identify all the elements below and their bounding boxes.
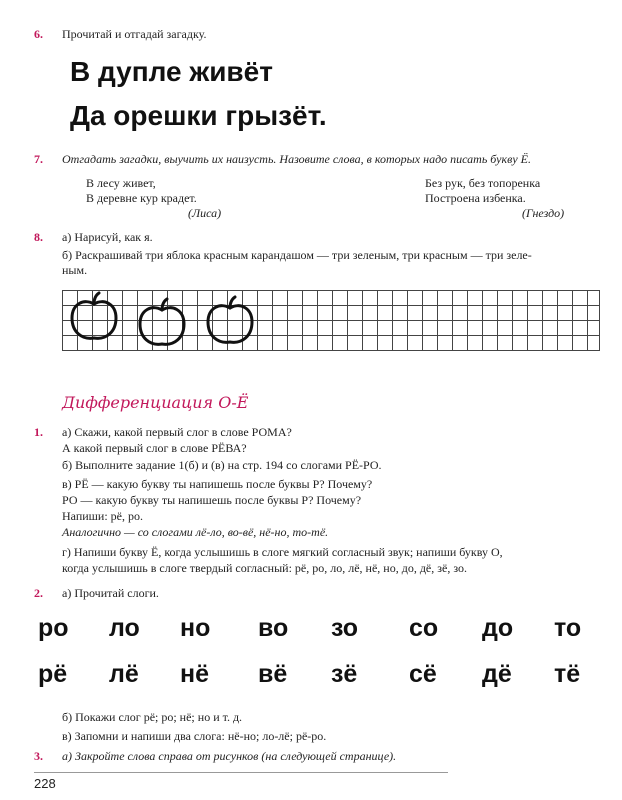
riddle-right-line-1: Без рук, без топоренка: [425, 176, 541, 190]
riddle-right-line-2: Построена избенка.: [425, 191, 526, 205]
exercise-1-line: А какой первый слог в слове РЁВА?: [62, 441, 247, 455]
exercise-8-part-a: а) Нарисуй, как я.: [62, 230, 153, 244]
syllable-o: но: [180, 614, 211, 642]
syllable-yo: тё: [554, 660, 581, 688]
syllable-yo: сё: [409, 660, 437, 688]
apple-icon: [72, 293, 116, 338]
riddle-left-answer: (Лиса): [188, 206, 222, 220]
footer-rule: [34, 772, 448, 773]
exercise-6-prompt: Прочитай и отгадай загадку.: [62, 27, 207, 41]
exercise-1-line: Напиши: рё, ро.: [62, 509, 143, 523]
exercise-3-part-a: а) Закройте слова справа от рисунков (на следующей странице).: [62, 749, 397, 763]
syllable-o: ло: [109, 614, 140, 642]
exercise-7-prompt: Отгадать загадки, выучить их наизусть. Назовите слова, в которых надо писать букву Ё.: [62, 152, 531, 166]
syllable-o: то: [554, 614, 582, 642]
exercise-1-line: Аналогично — со слогами лё-ло, во-вё, нё-но, то-тё.: [62, 525, 329, 539]
exercise-7-number: 7.: [34, 152, 43, 166]
page-number: 228: [34, 776, 56, 791]
riddle-line-1: В дупле живёт: [70, 56, 273, 87]
exercise-2-part-a: а) Прочитай слоги.: [62, 586, 159, 600]
section-exercise-1-number: 1.: [34, 425, 43, 439]
section-exercise-2-number: 2.: [34, 586, 43, 600]
syllable-o: ро: [38, 614, 69, 642]
apple-drawings: [62, 290, 302, 352]
exercise-1-line: в) РЁ — какую букву ты напишешь после буквы Р? Почему?: [62, 477, 373, 491]
syllable-yo: лё: [109, 660, 139, 688]
exercise-8-number: 8.: [34, 230, 43, 244]
exercise-8-part-b-line2: ным.: [62, 263, 88, 277]
apple-icon: [140, 299, 184, 344]
syllable-yo: зё: [331, 660, 358, 688]
riddle-left-line-1: В лесу живет,: [86, 176, 156, 190]
exercise-8-part-b-line1: б) Раскрашивай три яблока красным карандашом — три зеленым, три красным — три зеле-: [62, 248, 532, 262]
syllable-yo: нё: [180, 660, 210, 688]
apple-icon: [208, 297, 252, 342]
syllable-o: до: [482, 614, 514, 642]
syllable-o: со: [409, 614, 439, 642]
exercise-1-line: РО — какую букву ты напишешь после буквы Р? Почему?: [62, 493, 362, 507]
syllable-o: зо: [331, 614, 359, 642]
exercise-1-line: б) Выполните задание 1(б) и (в) на стр. 194 со слогами РЁ-РО.: [62, 458, 382, 472]
exercise-1-line: а) Скажи, какой первый слог в слове РОМА?: [62, 425, 292, 439]
riddle-right-answer: (Гнездо): [522, 206, 565, 220]
exercise-6-number: 6.: [34, 27, 43, 41]
riddle-left-line-2: В деревне кур крадет.: [86, 191, 197, 205]
syllable-o: во: [258, 614, 289, 642]
syllable-yo: рё: [38, 660, 68, 688]
section-heading: Дифференциация О-Ё: [62, 393, 249, 412]
syllable-yo: вё: [258, 660, 288, 688]
exercise-1-line: г) Напиши букву Ё, когда услышишь в слоге мягкий согласный звук; напиши букву О,: [62, 545, 503, 559]
exercise-2-part-c: в) Запомни и напиши два слога: нё-но; ло-лё; рё-ро.: [62, 729, 327, 743]
exercise-2-part-b: б) Покажи слог рё; ро; нё; но и т. д.: [62, 710, 243, 724]
section-exercise-3-number: 3.: [34, 749, 43, 763]
riddle-line-2: Да орешки грызёт.: [70, 100, 327, 131]
syllable-yo: дё: [482, 660, 512, 688]
exercise-1-line: когда услышишь в слоге твердый согласный: рё, ро, ло, лё, нё, но, до, дё, зё, зо.: [62, 561, 467, 575]
